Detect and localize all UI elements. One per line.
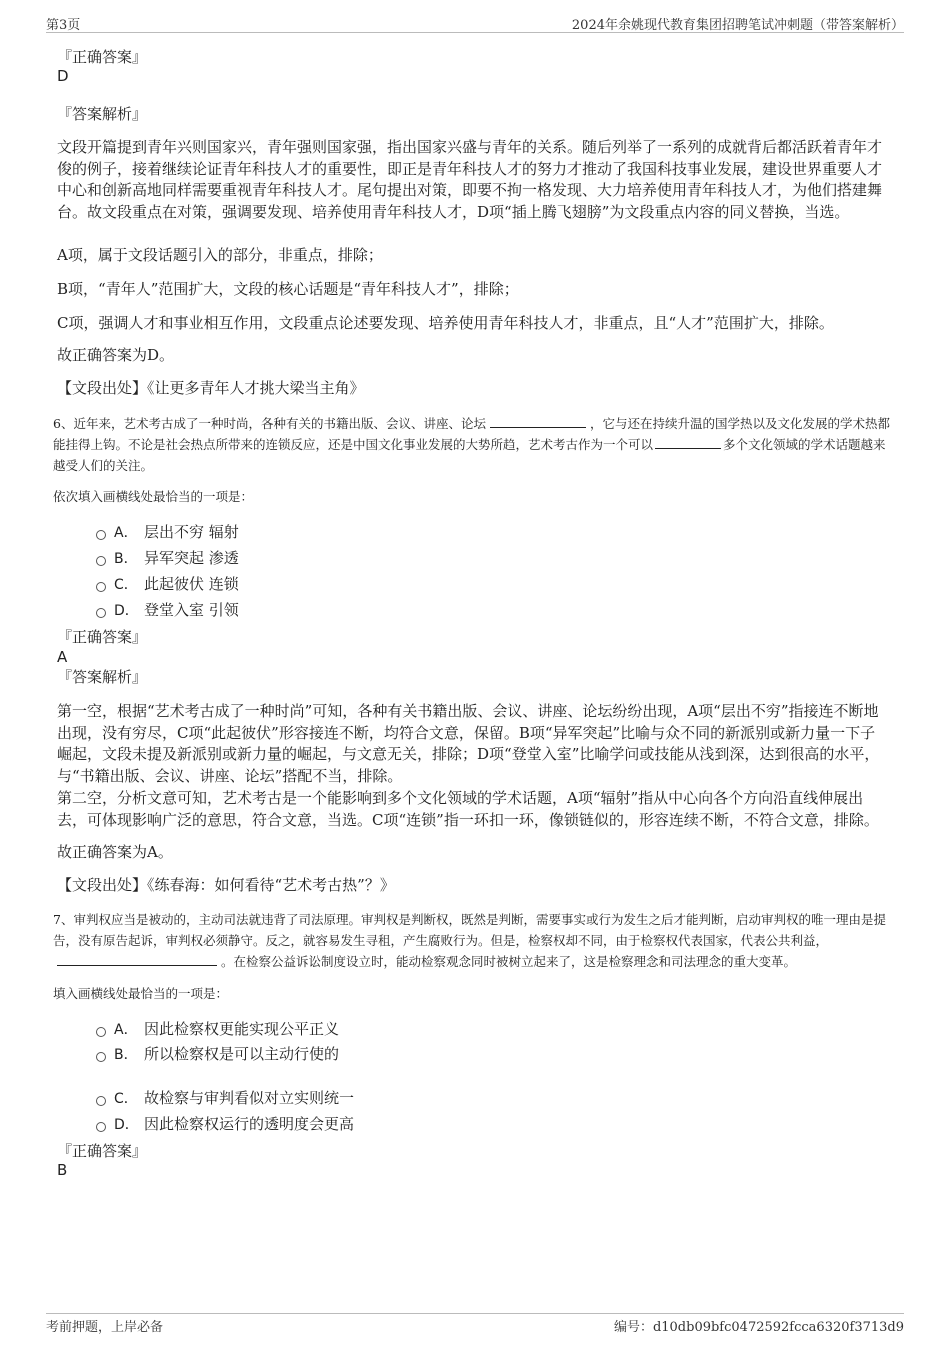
analysis-paragraph: 文段开篇提到青年兴则国家兴，青年强则国家强，指出国家兴盛与青年的关系。随后列举了一系列的成就背后都活跃着青年才俊的例子，接着继续论证青年科技人才的重要性，即正是青年科技人才的努力才推动了我国科技事业发展，建设世界重要人才中心和创新高地同样需要重视青年科技人才。尾句提出对策，即要不拘一格发现、大力培养使用青年科技人才，为他们搭建舞台。故文段重点在对策，强调要发现、培养使用青年科技人才，D项“插上腾飞翅膀”为文段重点内容的同义替换，当选。 [57, 138, 883, 221]
fill-blank [490, 413, 586, 428]
analysis-paragraph: 第二空，分析文意可知，艺术考古是一个能影响到多个文化领域的学术话题，A项“辐射”指从中心向各个方向沿直线伸展出去，可体现影响广泛的意思，符合文意，当选。C项“连锁”指一环扣一环，像锁链似的，形容连续不断，不符合文意，排除。 [57, 789, 879, 829]
option-d[interactable]: D． 因此检察权运行的透明度会更高 [96, 1114, 354, 1134]
page-header [46, 14, 904, 33]
analysis-paragraph: 第一空，根据“艺术考古成了一种时尚”可知，各种有关书籍出版、会议、讲座、论坛纷纷出现，A项“层出不穷”指接连不断地出现，没有穷尽，C项“此起彼伏”形容接连不断，均符合文意，保留。B项“异军突起”比喻与众不同的新派别或新力量一下子崛起，文段未提及新派别或新力量的崛起，与文意无关，排除；D项“登堂入室”比喻学问或技能从浅到深，达到很高的水平，与“书籍出版、会议、讲座、论坛”搭配不当，排除。 [57, 702, 880, 785]
footer-slogan: 考前押题，上岸必备 [46, 1320, 164, 1335]
question-prompt: 填入画横线处最恰当的一项是： [53, 986, 229, 1001]
option-a[interactable]: A． 层出不穷 辐射 [96, 522, 239, 542]
answer-label: 『正确答案』 [57, 628, 148, 646]
radio-icon[interactable] [96, 1122, 106, 1132]
radio-icon[interactable] [96, 1027, 106, 1037]
option-d[interactable]: D． 登堂入室 引领 [96, 600, 239, 620]
source-citation: 【文段出处】《练春海：如何看待“艺术考古热”？》 [57, 876, 395, 894]
answer-value: B [57, 1161, 68, 1179]
question-stem: 6、近年来，艺术考古成了一种时尚，各种有关的书籍出版、会议、讲座、论坛 ，它与还在持续升温的国学热以及文化发展的学术热都能挂得上钩。不论是社会热点所带来的连锁反应，还是中国文化事业发展的大势所趋，艺术考古作为一个可以 多个文化领域的学术话题越来越受人们的关注。 [53, 413, 898, 476]
option-c[interactable]: C． 此起彼伏 连锁 [96, 574, 239, 594]
option-a[interactable]: A． 因此检察权更能实现公平正义 [96, 1019, 339, 1039]
radio-icon[interactable] [96, 556, 106, 566]
radio-icon[interactable] [96, 530, 106, 540]
analysis-label: 『答案解析』 [57, 668, 148, 686]
answer-value: D [57, 67, 69, 85]
analysis-paragraph: A项，属于文段话题引入的部分，非重点，排除； [57, 246, 383, 264]
analysis-label: 『答案解析』 [57, 105, 148, 123]
analysis-paragraph: C项，强调人才和事业相互作用，文段重点论述要发现、培养使用青年科技人才，非重点，且“人才”范围扩大，排除。 [57, 314, 834, 332]
option-b[interactable]: B． 异军突起 渗透 [96, 548, 239, 568]
question-stem: 7、审判权应当是被动的，主动司法就违背了司法原理。审判权是判断权，既然是判断，需要事实或行为发生之后才能判断，启动审判权的唯一理由是提告，没有原告起诉，审判权必须静守。反之，就容易发生寻租，产生腐败行为。但是，检察权却不同，由于检察权代表国家，代表公共利益，。在检察公益诉讼制度设立时，能动检察观念同时被树立起来了，这是检察理念和司法理念的重大变革。 [53, 912, 886, 969]
analysis-paragraph: B项，“青年人”范围扩大，文段的核心话题是“青年科技人才”，排除； [57, 280, 519, 298]
analysis-paragraph: 故正确答案为A。 [57, 843, 173, 861]
answer-label: 『正确答案』 [57, 1142, 148, 1160]
page-footer [46, 1313, 904, 1334]
option-c[interactable]: C． 故检察与审判看似对立实则统一 [96, 1088, 354, 1108]
fill-blank [655, 434, 721, 449]
radio-icon[interactable] [96, 1096, 106, 1106]
analysis-paragraph: 故正确答案为D。 [57, 346, 175, 364]
source-citation: 【文段出处】《让更多青年人才挑大梁当主角》 [57, 379, 365, 397]
radio-icon[interactable] [96, 1052, 106, 1062]
answer-label: 『正确答案』 [57, 48, 148, 66]
document-code: 编号：d10db09bfc0472592fcca6320f3713d9 [613, 1320, 904, 1335]
document-title: 2024年余姚现代教育集团招聘笔试冲刺题（带答案解析） [571, 18, 904, 33]
radio-icon[interactable] [96, 582, 106, 592]
radio-icon[interactable] [96, 608, 106, 618]
option-b[interactable]: B． 所以检察权是可以主动行使的 [96, 1044, 339, 1064]
page-number: 第3页 [46, 18, 81, 33]
question-prompt: 依次填入画横线处最恰当的一项是： [53, 489, 254, 504]
fill-blank [57, 951, 217, 966]
answer-value: A [57, 648, 68, 666]
